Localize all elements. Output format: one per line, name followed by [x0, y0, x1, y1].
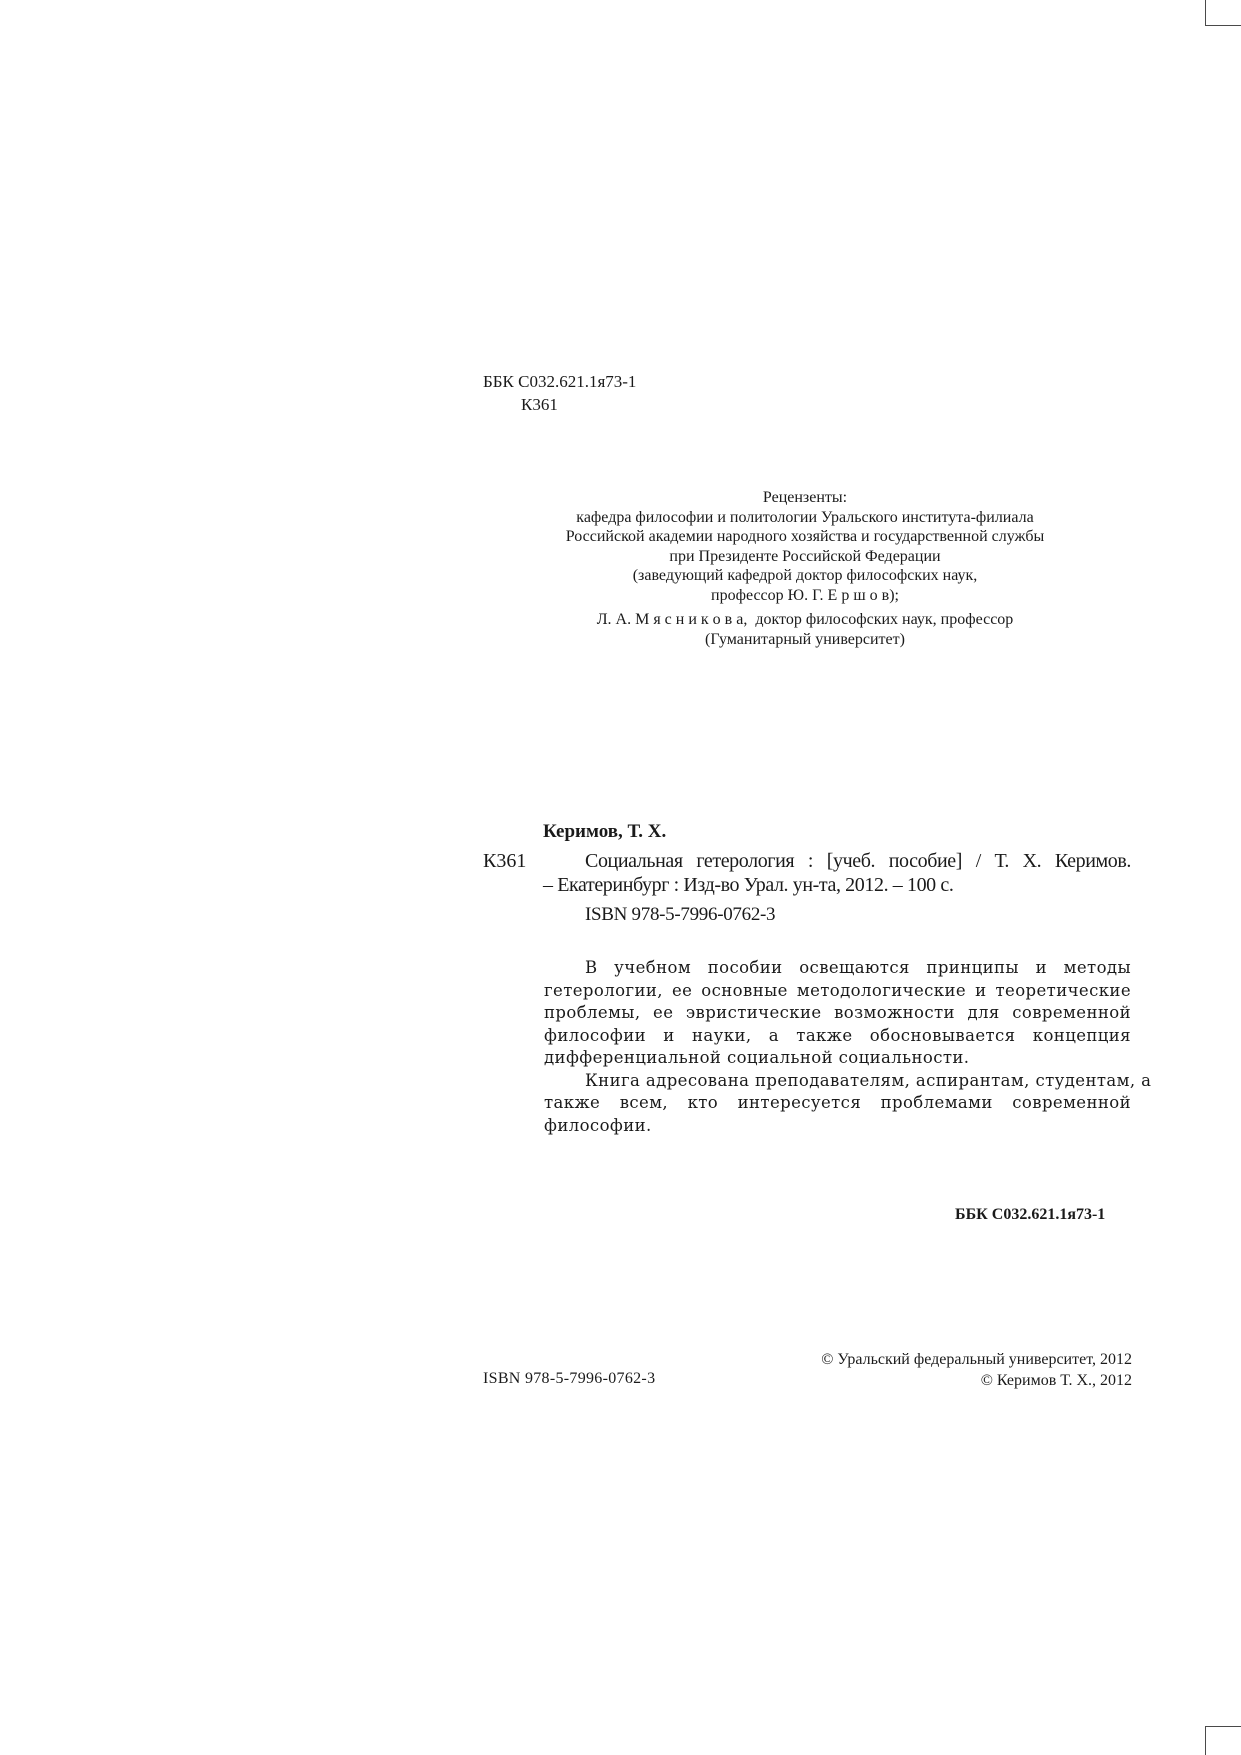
annotation-line: дифференциальной социальной социальности. — [544, 1048, 970, 1067]
catalog-biblio-line-2: – Екатеринбург : Изд-во Урал. ун-та, 2012. – 100 с. — [543, 874, 954, 896]
reviewer-org-line: (заведующий кафедрой доктор философских наук, — [632, 567, 978, 584]
reviewer-person-name: Л. А. М я с н и к о в а, — [596, 611, 748, 628]
annotation-line: В учебном пособии освещаются принципы и методы — [585, 958, 1131, 977]
crop-mark-top-horizontal — [1205, 25, 1241, 26]
reviewers-block — [480, 488, 1130, 649]
reviewer-org-line: профессор Ю. Г. Е р ш о в); — [711, 586, 899, 604]
annotation-line: Книга адресована преподавателям, аспирантам, студентам, а — [585, 1070, 1152, 1090]
reviewer-org-line: кафедра философии и политологии Уральского института-филиала — [576, 508, 1034, 526]
catalog-author-sign: К361 — [483, 850, 527, 872]
footer-isbn: ISBN 978-5-7996-0762-3 — [483, 1370, 656, 1387]
copyright-block — [700, 1349, 1132, 1391]
annotation-text — [544, 957, 1152, 1137]
catalog-author: Керимов, Т. Х. — [543, 821, 667, 842]
reviewer-person-line — [480, 610, 1130, 630]
crop-mark-bottom-vertical — [1205, 1726, 1206, 1755]
reviewers-title: Рецензенты: — [762, 489, 848, 506]
catalog-biblio-line-1: Социальная гетерология : [учеб. пособие] / Т. Х. Керимов. — [585, 850, 1131, 872]
bbk-index-bottom: ББК С032.621.1я73-1 — [955, 1206, 1106, 1223]
reviewer-org-line: при Президенте Российской Федерации — [669, 547, 941, 565]
crop-mark-bottom-horizontal — [1205, 1726, 1241, 1727]
annotation-line: философии. — [544, 1115, 652, 1135]
annotation-line: гетерологии, ее основные методологические и теоретические — [544, 980, 1131, 1000]
catalog-isbn: ISBN 978-5-7996-0762-3 — [585, 904, 776, 925]
crop-mark-top-vertical — [1205, 0, 1206, 26]
annotation-line: философии и науки, а также обосновывается концепция — [544, 1025, 1131, 1045]
annotation-line: также всем, кто интересуется проблемами современной — [544, 1093, 1131, 1112]
bbk-index-top: ББК С032.621.1я73-1 — [483, 372, 637, 391]
reviewer-person-affiliation: (Гуманитарный университет) — [705, 630, 905, 648]
reviewer-org-line: Российской академии народного хозяйства и государственной службы — [565, 528, 1045, 545]
annotation-line: проблемы, ее эвристические возможности для современной — [544, 1003, 1131, 1022]
author-sign-top: К361 — [521, 395, 558, 414]
reviewer-person-title: доктор философских наук, профессор — [755, 611, 1014, 628]
copyright-university: © Уральский федеральный университет, 2012 — [821, 1351, 1132, 1368]
copyright-author: © Керимов Т. Х., 2012 — [980, 1372, 1132, 1389]
